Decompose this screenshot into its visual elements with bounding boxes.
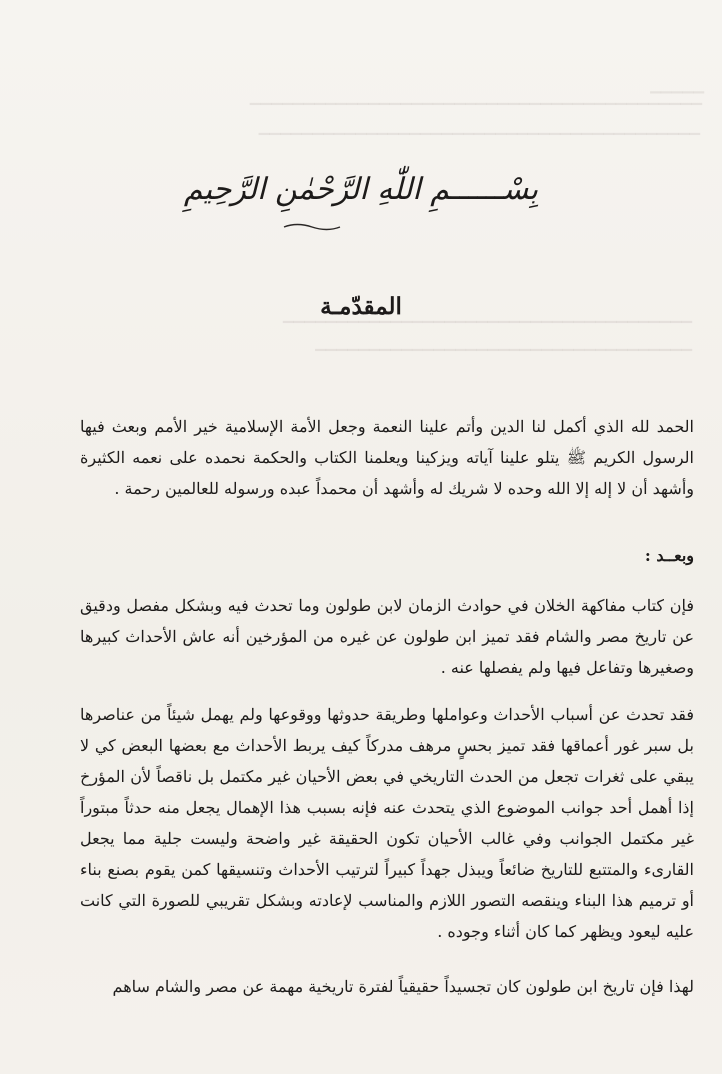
paragraph-opening-praise: الحمد لله الذي أكمل لنا الدين وأتم علينا النعمة وجعل الأمة الإسلامية خير الأمم وبعث فيها الرسول الكريم ﷺ يتلو علينا آياته ويزكينا ويعلمنا الكتاب والحكمة نحمده على نعمه الكثيرة وأشهد أن لا إله إلا الله وحده لا شريك له وأشهد أن محمداً عبده ورسوله للعالمين رحمة . — [80, 417, 694, 498]
bleed-through-decoration: ▔▔▔▔▔▔▔▔▔▔▔▔▔▔▔▔▔▔▔▔▔▔▔▔▔▔▔▔▔▔▔▔▔▔▔▔▔▔▔▔▔ — [258, 134, 700, 150]
basmala-calligraphy: بِسْــــــمِ اللّٰهِ الرَّحْمٰنِ الرَّحِيمِ — [183, 172, 539, 207]
section-marker: وبعــد : — [644, 546, 694, 565]
bleed-through-decoration: ▔▔▔▔▔▔▔▔▔▔▔▔▔▔▔▔▔▔▔▔▔▔▔▔▔▔▔▔▔▔▔▔▔▔▔▔▔▔▔▔▔▔ — [249, 104, 702, 120]
section-heading: المقدّمـة — [320, 293, 402, 320]
bleed-through-decoration: ▔▔▔▔▔▔▔▔▔▔▔▔▔▔▔▔▔▔▔▔▔▔▔▔▔▔▔▔▔▔▔▔▔▔▔ — [315, 350, 692, 366]
paragraph-conclusion-start: لهذا فإن تاريخ ابن طولون كان تجسيداً حقيقياً لفترة تاريخية مهمة عن مصر والشام ساهم — [112, 977, 694, 996]
bleed-through-decoration: ▁▁▁▁▁ — [650, 78, 704, 94]
paragraph-author-method: فقد تحدث عن أسباب الأحداث وعواملها وطريقة حدوثها ووقوعها ولم يهمل شيئاً من عناصرها بل سبر غور أعماقها فقد تميز بحسٍ مرهف مدركاً كيف يربط الأحداث مع بعضها البعض كي لا يبقي على ثغرات تجعل من الحدث التاريخي في بعض الأحيان غير مكتمل بل ناقصاً لأن المؤرخ إذا أهمل أحد جوانب الموضوع الذي يتحدث عنه فإنه بسبب هذا الإهمال يجعل منه حدثاً مبتوراً غير مكتمل الجوانب وفي غالب الأحيان تكون الحقيقة غير واضحة وليست جلية مما يجعل القارىء والمتتبع للتاريخ ضائعاً ويبذل جهداً كبيراً لترتيب الأحداث وتنسيقها كمن يقوم بصنع بناء أو ترميم هذا البناء وينقصه التصور اللازم والمناسب لإعادته وبشكل تقريبي للصورة التي كانت عليه ليعود ويظهر كما كان أثناء وجوده . — [80, 705, 695, 941]
paragraph-book-intro: فإن كتاب مفاكهة الخلان في حوادث الزمان لابن طولون وما تحدث فيه وبشكل مفصل ودقيق عن تاريخ مصر والشام فقد تميز ابن طولون عن غيره من المؤرخين أنه عاش الأحداث كبيرها وصغيرها وتفاعل فيها ولم يفصلها عنه . — [80, 596, 694, 677]
bleed-through-decoration: ▔▔▔▔▔▔▔▔▔▔▔▔▔▔▔▔▔▔▔▔▔▔▔▔▔▔▔▔▔▔▔▔▔▔▔▔▔▔ — [282, 322, 692, 338]
basmala-flourish-ornament — [282, 222, 342, 232]
